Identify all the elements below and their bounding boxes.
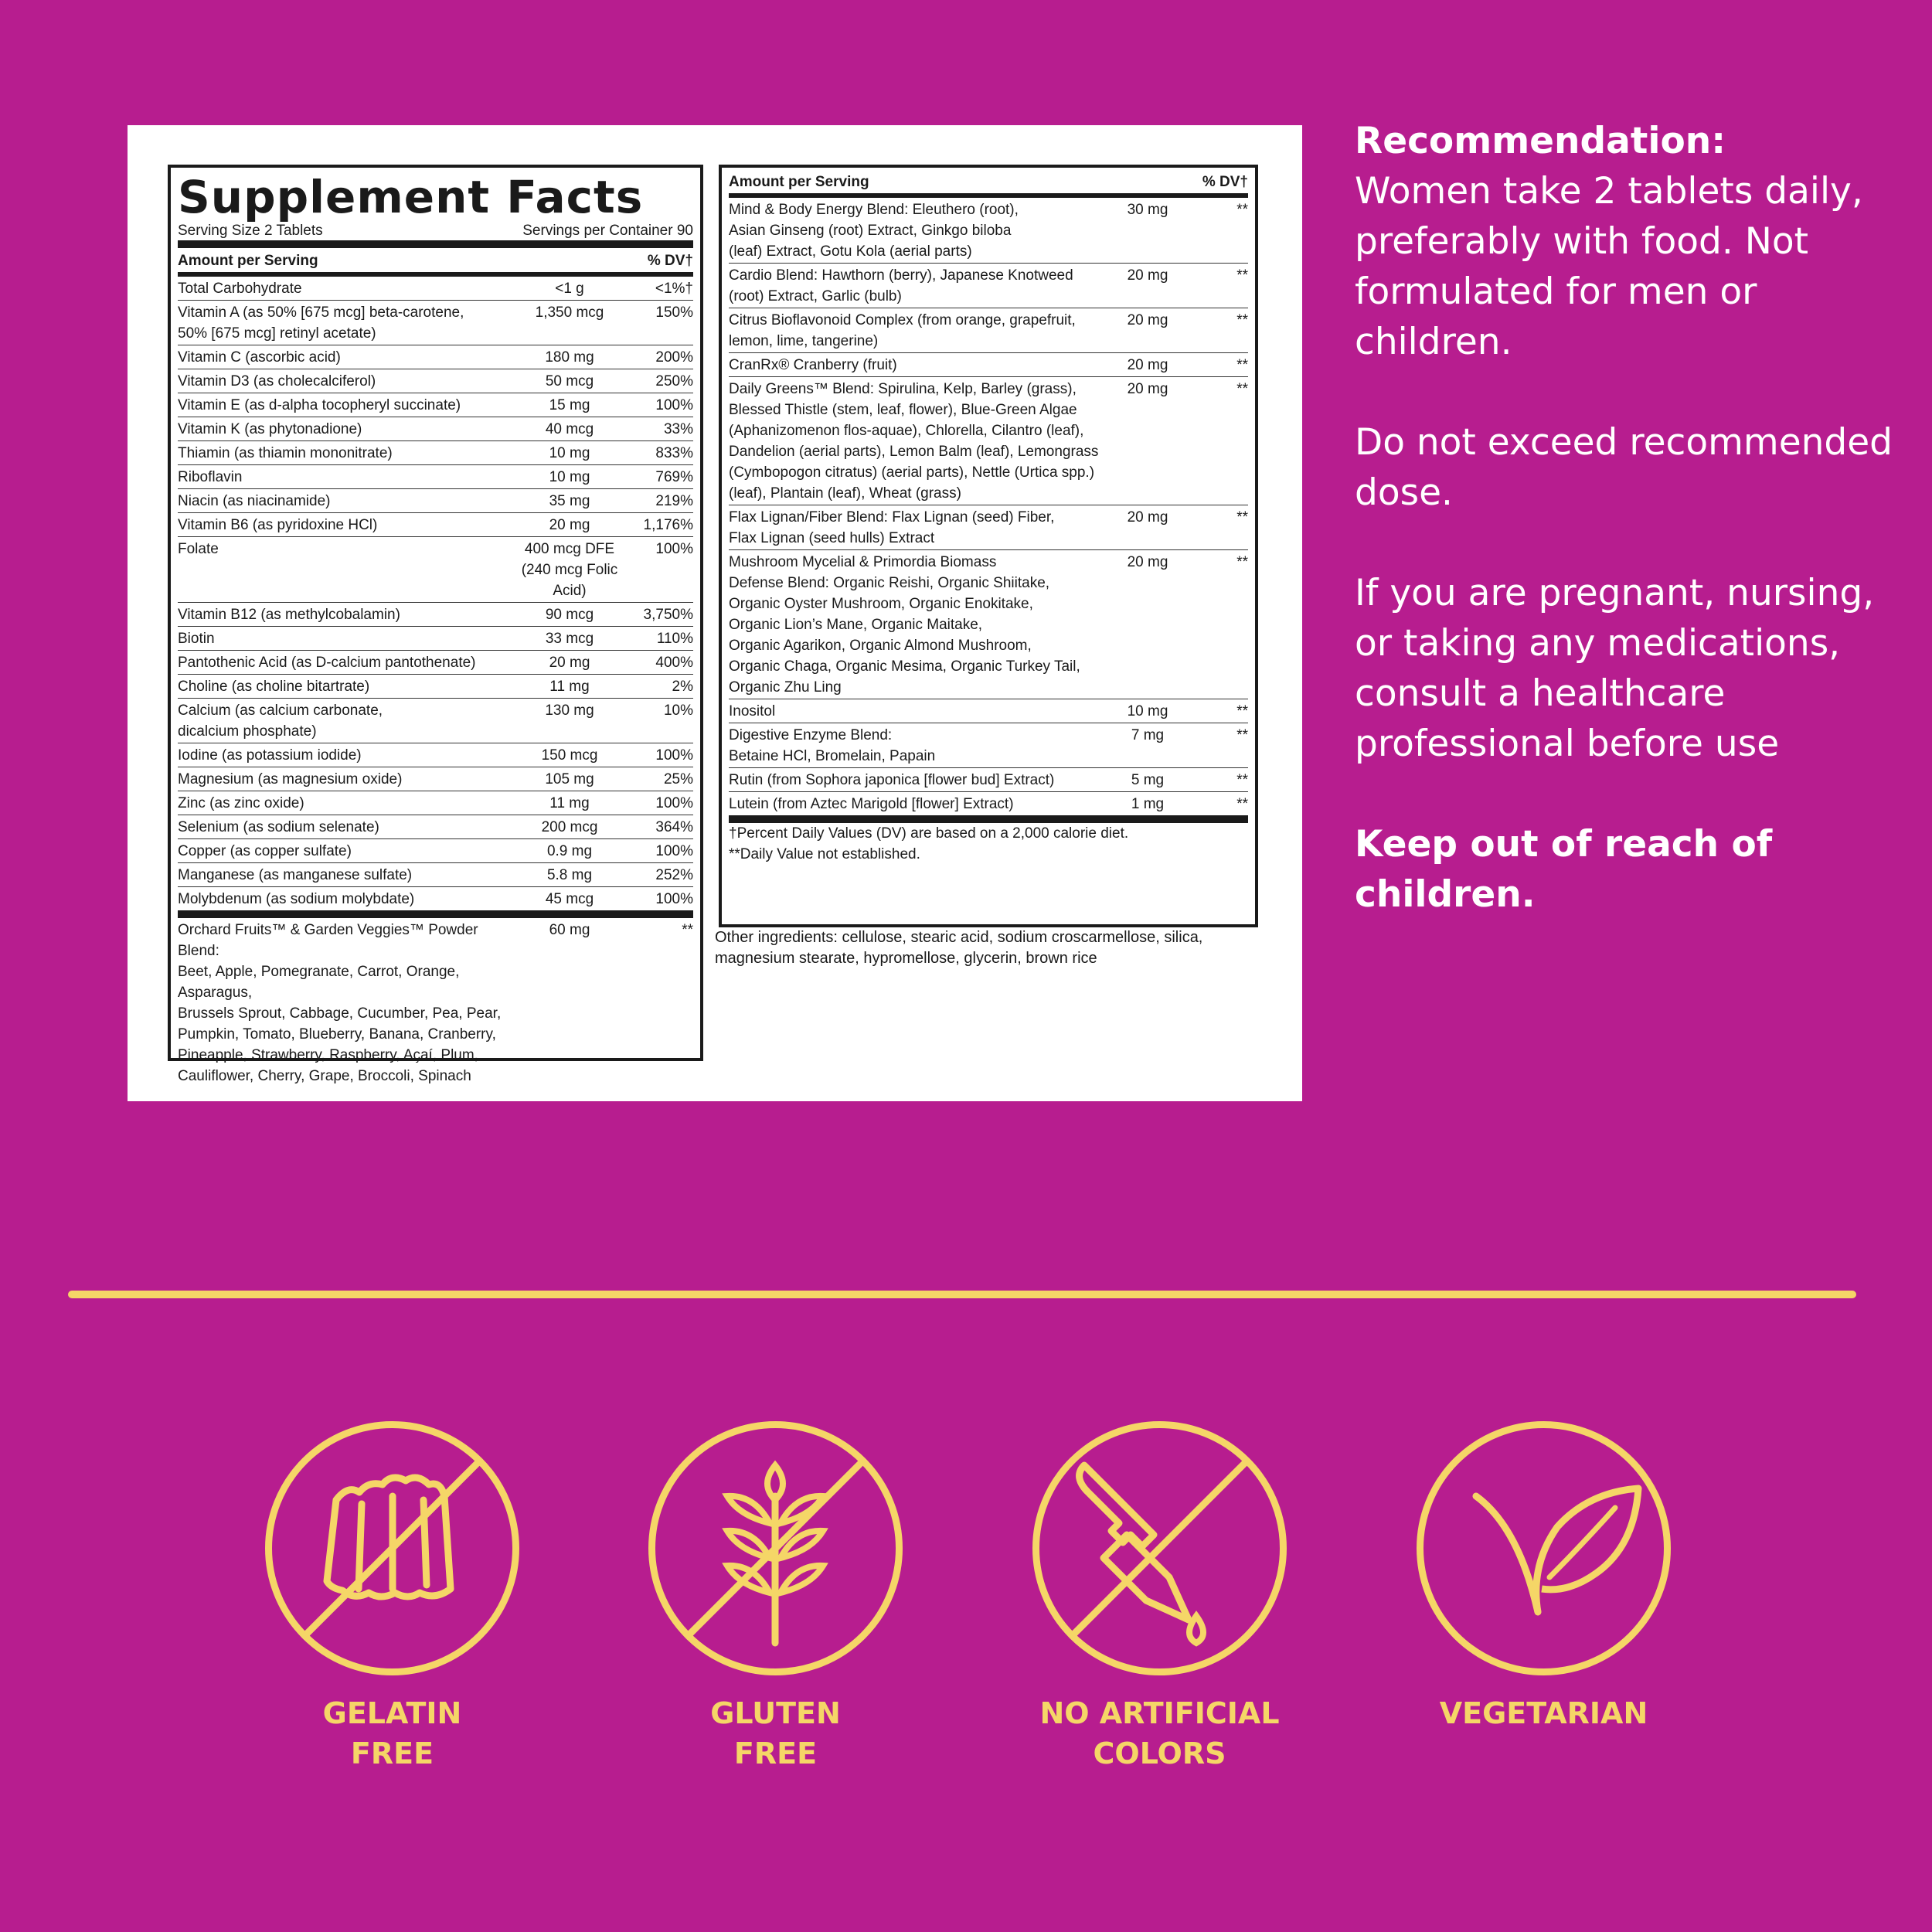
supplement-facts-title: Supplement Facts bbox=[178, 171, 644, 223]
ingredient-dv: ** bbox=[1236, 509, 1248, 526]
ingredient-dv: ** bbox=[1236, 772, 1248, 788]
badge-label: GLUTEN FREE bbox=[710, 1696, 841, 1770]
ingredient-amount: 5.8 mg bbox=[546, 867, 593, 883]
recommendation-block bbox=[1355, 116, 1896, 970]
ingredient-dv: <1%† bbox=[655, 281, 693, 297]
ingredient-name: Molybdenum (as sodium molybdate) bbox=[178, 891, 415, 907]
ingredient-amount: 33 mcg bbox=[545, 631, 594, 647]
divider-bar bbox=[729, 815, 1248, 823]
ingredient-amount: 20 mg bbox=[1127, 267, 1168, 284]
ingredient-dv: 100% bbox=[655, 891, 693, 907]
ingredient-amount: 10 mg bbox=[549, 469, 590, 485]
ingredient-name: Selenium (as sodium selenate) bbox=[178, 819, 379, 835]
ingredient-amount: 20 mg bbox=[1127, 509, 1168, 526]
ingredient-amount: 11 mg bbox=[549, 795, 590, 811]
ingredient-name: Flax Lignan/Fiber Blend: Flax Lignan (seed) Fiber, Flax Lignan (seed hulls) Extract bbox=[729, 509, 1055, 546]
ingredient-name: Choline (as choline bitartrate) bbox=[178, 679, 370, 695]
table-row bbox=[729, 792, 1248, 815]
supplement-facts-left-panel bbox=[168, 165, 703, 1084]
ingredient-dv: 1,176% bbox=[643, 517, 693, 533]
ingredient-name: Pantothenic Acid (as D-calcium pantothenate) bbox=[178, 655, 476, 671]
ingredient-amount: 1,350 mcg bbox=[535, 304, 604, 321]
ingredient-dv: 100% bbox=[655, 747, 693, 764]
amount-header-row bbox=[729, 168, 1248, 193]
table-row bbox=[729, 308, 1248, 353]
table-row bbox=[729, 768, 1248, 792]
table-row bbox=[178, 441, 693, 465]
ingredient-amount: 40 mcg bbox=[545, 421, 594, 437]
table-row bbox=[178, 489, 693, 513]
ingredient-name: Iodine (as potassium iodide) bbox=[178, 747, 362, 764]
other-ingredients: Other ingredients: cellulose, stearic acid, sodium croscarmellose, silica, magnesium stearate, hypromellose, glycerin, brown rice bbox=[715, 929, 1203, 967]
table-row bbox=[178, 369, 693, 393]
ingredient-amount: 90 mcg bbox=[545, 607, 594, 623]
table-row bbox=[729, 505, 1248, 550]
table-row bbox=[178, 815, 693, 839]
ingredient-amount: 20 mg bbox=[1127, 312, 1168, 328]
ingredient-amount: 20 mg bbox=[549, 517, 590, 533]
ingredient-dv: ** bbox=[1236, 312, 1248, 328]
ingredient-dv: 364% bbox=[655, 819, 693, 835]
ingredient-name: CranRx® Cranberry (fruit) bbox=[729, 357, 897, 373]
ingredient-dv: 100% bbox=[655, 397, 693, 413]
footnote-not-established: **Daily Value not established. bbox=[729, 846, 920, 862]
table-row bbox=[729, 550, 1248, 699]
table-row bbox=[178, 393, 693, 417]
dv-header: % DV† bbox=[647, 253, 693, 269]
dv-header: % DV† bbox=[1202, 174, 1248, 190]
table-row bbox=[729, 198, 1248, 264]
table-row bbox=[178, 651, 693, 675]
ingredient-amount: 1 mg bbox=[1131, 796, 1165, 812]
amount-header: Amount per Serving bbox=[729, 174, 869, 190]
badge-label: VEGETARIAN bbox=[1439, 1696, 1648, 1730]
ingredient-name: Mushroom Mycelial & Primordia Biomass Defense Blend: Organic Reishi, Organic Shiitake, Organic Oyster Mushroom, Organic Enokitake, Organic Lion’s Mane, Organic Maitake, Organic Agarikon, Organic Almond Mushroom, Organic Chaga, Organic Mesima, Organic Turkey Tail, Organic Zhu Ling bbox=[729, 554, 1080, 696]
serving-info bbox=[178, 222, 693, 240]
ingredient-amount: 20 mg bbox=[549, 655, 590, 671]
ingredient-name: Citrus Bioflavonoid Complex (from orange, grapefruit, lemon, lime, tangerine) bbox=[729, 312, 1076, 349]
ingredient-dv: ** bbox=[682, 922, 693, 938]
table-row bbox=[178, 417, 693, 441]
badge-vegetarian bbox=[1414, 1419, 1673, 1733]
leaf-sprout-icon bbox=[1414, 1419, 1673, 1678]
ingredient-amount: 105 mg bbox=[545, 771, 594, 787]
divider-bar bbox=[178, 240, 693, 248]
ingredient-name: Vitamin A (as 50% [675 mcg] beta-carotene, 50% [675 mcg] retinyl acetate) bbox=[178, 304, 464, 342]
ingredient-name: Vitamin K (as phytonadione) bbox=[178, 421, 362, 437]
ingredient-amount: 200 mcg bbox=[541, 819, 598, 835]
ingredient-amount: 45 mcg bbox=[545, 891, 594, 907]
ingredient-amount: 150 mcg bbox=[541, 747, 598, 764]
badge-label: NO ARTIFICIAL COLORS bbox=[1039, 1696, 1280, 1770]
badge-label: GELATIN FREE bbox=[322, 1696, 462, 1770]
ingredient-name: Orchard Fruits™ & Garden Veggies™ Powder Blend: Beet, Apple, Pomegranate, Carrot, Orange, Asparagus, Brussels Sprout, Cabbage, Cucumber, Pea, Pear, Pumpkin, Tomato, Blueberry, Banana, Cranberry, Pineapple, Strawberry, Raspberry, Açaí, Plum, Cauliflower, Cherry, Grape, Broccoli, Spinach bbox=[178, 922, 502, 1084]
ingredient-dv: ** bbox=[1236, 202, 1248, 218]
gelatin-mold-crossed-icon bbox=[263, 1419, 522, 1678]
ingredient-amount: 10 mg bbox=[549, 445, 590, 461]
ingredient-name: Biotin bbox=[178, 631, 215, 647]
table-row bbox=[178, 743, 693, 767]
table-row bbox=[178, 301, 693, 345]
ingredient-dv: 833% bbox=[655, 445, 693, 461]
servings-per-container: Servings per Container 90 bbox=[522, 223, 693, 239]
ingredient-dv: 250% bbox=[655, 373, 693, 389]
ingredient-dv: 33% bbox=[663, 421, 693, 437]
ingredient-name: Calcium (as calcium carbonate, dicalcium phosphate) bbox=[178, 702, 383, 740]
badge-gluten-free bbox=[646, 1419, 905, 1774]
ingredient-amount: 20 mg bbox=[1127, 357, 1168, 373]
ingredient-dv: 3,750% bbox=[643, 607, 693, 623]
ingredient-name: Thiamin (as thiamin mononitrate) bbox=[178, 445, 393, 461]
ingredient-amount: 10 mg bbox=[1127, 703, 1168, 719]
footnote-dv: †Percent Daily Values (DV) are based on a 2,000 calorie diet. bbox=[729, 825, 1129, 842]
table-row bbox=[178, 887, 693, 910]
ingredient-dv: 2% bbox=[672, 679, 693, 695]
ingredient-amount: 20 mg bbox=[1127, 554, 1168, 570]
nutrient-table-right bbox=[729, 198, 1248, 815]
ingredient-dv: 110% bbox=[656, 631, 693, 647]
ingredient-amount: 400 mcg DFE (240 mcg Folic Acid) bbox=[521, 541, 618, 599]
ingredient-dv: 219% bbox=[655, 493, 693, 509]
ingredient-name: Vitamin B12 (as methylcobalamin) bbox=[178, 607, 400, 623]
ingredient-amount: 130 mg bbox=[545, 702, 594, 719]
amount-header: Amount per Serving bbox=[178, 253, 318, 269]
ingredient-dv: 100% bbox=[655, 843, 693, 859]
ingredient-name: Daily Greens™ Blend: Spirulina, Kelp, Barley (grass), Blessed Thistle (stem, leaf, flower), Blue-Green Algae (Aphanizomenon flos-aquae), Chlorella, Cilantro (leaf), Dandelion (aerial parts), Lemon Balm (leaf), Lemongrass (Cymbopogon citratus) (aerial parts), Nettle (Urtica spp.) (leaf), Plantain (leaf), Wheat (grass) bbox=[729, 381, 1099, 502]
table-row bbox=[178, 675, 693, 699]
ingredient-amount: 15 mg bbox=[549, 397, 590, 413]
ingredient-amount: 5 mg bbox=[1131, 772, 1165, 788]
table-row bbox=[178, 603, 693, 627]
ingredient-name: Magnesium (as magnesium oxide) bbox=[178, 771, 403, 787]
ingredient-name: Mind & Body Energy Blend: Eleuthero (root), Asian Ginseng (root) Extract, Ginkgo biloba (leaf) Extract, Gotu Kola (aerial parts) bbox=[729, 202, 1019, 260]
ingredient-name: Cardio Blend: Hawthorn (berry), Japanese Knotweed (root) Extract, Garlic (bulb) bbox=[729, 267, 1073, 304]
amount-header-row bbox=[178, 248, 693, 272]
dropper-crossed-icon bbox=[1030, 1419, 1289, 1678]
section-divider bbox=[68, 1291, 1856, 1298]
ingredient-name: Inositol bbox=[729, 703, 776, 719]
table-row bbox=[178, 513, 693, 537]
ingredient-name: Copper (as copper sulfate) bbox=[178, 843, 352, 859]
table-row bbox=[729, 377, 1248, 505]
ingredient-amount: 0.9 mg bbox=[546, 843, 593, 859]
ingredient-name: Vitamin E (as d-alpha tocopheryl succinate) bbox=[178, 397, 461, 413]
ingredient-dv: 100% bbox=[655, 541, 693, 557]
ingredient-dv: ** bbox=[1236, 703, 1248, 719]
ingredient-name: Riboflavin bbox=[178, 469, 243, 485]
powder-blend-row bbox=[178, 918, 693, 1087]
ingredient-dv: 25% bbox=[663, 771, 693, 787]
table-row bbox=[729, 723, 1248, 768]
table-row bbox=[178, 465, 693, 489]
ingredient-amount: 7 mg bbox=[1131, 727, 1165, 743]
ingredient-name: Vitamin C (ascorbic acid) bbox=[178, 349, 341, 366]
dose-warning: Do not exceed recommended dose. bbox=[1355, 421, 1893, 514]
ingredient-name: Lutein (from Aztec Marigold [flower] Extract) bbox=[729, 796, 1014, 812]
ingredient-dv: 100% bbox=[655, 795, 693, 811]
badge-no-artificial-colors bbox=[1030, 1419, 1289, 1774]
ingredient-name: Vitamin D3 (as cholecalciferol) bbox=[178, 373, 376, 389]
ingredient-dv: 10% bbox=[663, 702, 693, 719]
badge-gelatin-free bbox=[263, 1419, 522, 1774]
ingredient-dv: 150% bbox=[655, 304, 693, 321]
ingredient-amount: <1 g bbox=[555, 281, 584, 297]
table-row bbox=[729, 264, 1248, 308]
ingredient-dv: 400% bbox=[655, 655, 693, 671]
ingredient-dv: ** bbox=[1236, 796, 1248, 812]
ingredient-dv: 769% bbox=[655, 469, 693, 485]
ingredient-dv: 252% bbox=[655, 867, 693, 883]
table-row bbox=[178, 345, 693, 369]
ingredient-name: Digestive Enzyme Blend: Betaine HCl, Bromelain, Papain bbox=[729, 727, 936, 764]
keep-away-warning: Keep out of reach of children. bbox=[1355, 823, 1773, 916]
nutrient-table-left bbox=[178, 277, 693, 910]
ingredient-name: Manganese (as manganese sulfate) bbox=[178, 867, 413, 883]
divider-bar bbox=[178, 910, 693, 918]
ingredient-amount: 35 mg bbox=[549, 493, 590, 509]
table-row bbox=[178, 863, 693, 887]
table-row bbox=[178, 537, 693, 603]
ingredient-name: Vitamin B6 (as pyridoxine HCl) bbox=[178, 517, 378, 533]
table-row bbox=[178, 627, 693, 651]
ingredient-name: Rutin (from Sophora japonica [flower bud] Extract) bbox=[729, 772, 1055, 788]
table-row bbox=[178, 791, 693, 815]
ingredient-dv: ** bbox=[1236, 357, 1248, 373]
ingredient-amount: 11 mg bbox=[549, 679, 590, 695]
ingredient-amount: 60 mg bbox=[549, 922, 590, 938]
ingredient-dv: 200% bbox=[655, 349, 693, 366]
ingredient-name: Niacin (as niacinamide) bbox=[178, 493, 331, 509]
ingredient-amount: 180 mg bbox=[545, 349, 594, 366]
ingredient-name: Total Carbohydrate bbox=[178, 281, 302, 297]
table-row bbox=[178, 767, 693, 791]
ingredient-amount: 20 mg bbox=[1127, 381, 1168, 397]
ingredient-dv: ** bbox=[1236, 267, 1248, 284]
ingredient-amount: 30 mg bbox=[1127, 202, 1168, 218]
ingredient-dv: ** bbox=[1236, 381, 1248, 397]
supplement-facts-right-panel bbox=[719, 165, 1258, 927]
pregnancy-caution: If you are pregnant, nursing, or taking any medications, consult a healthcare professional before use bbox=[1355, 572, 1875, 765]
table-row bbox=[178, 277, 693, 301]
ingredient-name: Folate bbox=[178, 541, 219, 557]
table-row bbox=[178, 839, 693, 863]
ingredient-dv: ** bbox=[1236, 554, 1248, 570]
ingredient-amount: 50 mcg bbox=[545, 373, 594, 389]
wheat-crossed-icon bbox=[646, 1419, 905, 1678]
ingredient-dv: ** bbox=[1236, 727, 1248, 743]
table-row bbox=[729, 353, 1248, 377]
ingredient-name: Zinc (as zinc oxide) bbox=[178, 795, 304, 811]
recommendation-heading: Recommendation: bbox=[1355, 120, 1726, 162]
serving-size: Serving Size 2 Tablets bbox=[178, 223, 323, 239]
table-row bbox=[178, 699, 693, 743]
recommendation-text: Women take 2 tablets daily, preferably with food. Not formulated for men or children. bbox=[1355, 170, 1863, 363]
table-row bbox=[729, 699, 1248, 723]
